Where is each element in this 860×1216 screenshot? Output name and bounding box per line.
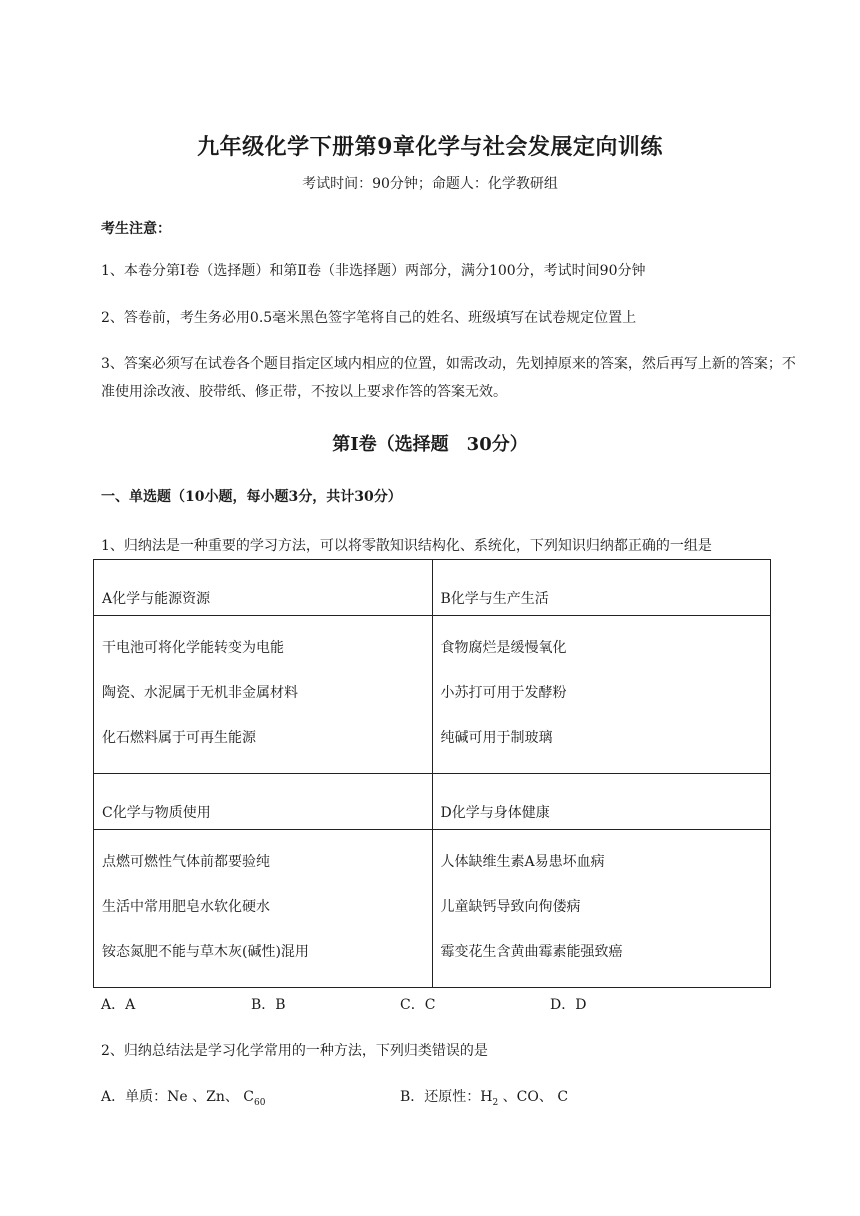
cell-a-heading: A化学与能源资源 — [102, 591, 211, 607]
option-c[interactable]: C．C — [400, 997, 436, 1013]
table-cell-c-head — [94, 774, 433, 830]
exam-subtitle: 考试时间：90分钟；命题人：化学教研组 — [302, 176, 558, 192]
question-2-stem: 2、归纳总结法是学习化学常用的一种方法，下列归类错误的是 — [101, 1043, 488, 1059]
cell-a-item: 陶瓷、水泥属于无机非金属材料 — [102, 685, 298, 701]
table-row — [94, 774, 771, 830]
table-cell-a-body — [94, 616, 433, 774]
cell-b-item: 小苏打可用于发酵粉 — [440, 685, 567, 701]
cell-d-item: 人体缺维生素A易患坏血病 — [440, 854, 605, 870]
table-cell-d-head — [432, 774, 771, 830]
table-cell-b-head — [432, 560, 771, 616]
cell-b-heading: B化学与生产生活 — [440, 591, 549, 607]
cell-c-heading: C化学与物质使用 — [102, 805, 211, 821]
option-b-subscript: 2 — [492, 1097, 499, 1108]
table-row — [94, 830, 771, 988]
cell-a-item: 干电池可将化学能转变为电能 — [102, 640, 284, 656]
option-b[interactable]: B．B — [251, 997, 286, 1013]
table-cell-b-body — [432, 616, 771, 774]
table-cell-c-body — [94, 830, 433, 988]
cell-c-item: 点燃可燃性气体前都要验纯 — [102, 854, 270, 870]
option-a[interactable] — [101, 1086, 265, 1108]
option-b-tail: 、CO、 C — [498, 1089, 569, 1105]
exam-title: 九年级化学下册第9章化学与社会发展定向训练 — [197, 134, 663, 160]
option-b[interactable] — [400, 1086, 568, 1108]
table-cell-a-head — [94, 560, 433, 616]
cell-c-item: 铵态氮肥不能与草木灰(碱性)混用 — [102, 944, 309, 960]
option-a-text: A．单质：Ne 、Zn、 C — [101, 1089, 255, 1105]
notice-item-3: 3、答案必须写在试卷各个题目指定区域内相应的位置，如需改动，先划掉原来的答案，然后再写上新的答案；不准使用涂改液、胶带纸、修正带，不按以上要求作答的答案无效。 — [101, 356, 796, 400]
section-title: 第I卷（选择题 30分） — [332, 434, 528, 455]
option-a[interactable]: A．A — [101, 997, 136, 1013]
cell-d-item: 霉变花生含黄曲霉素能强致癌 — [440, 944, 623, 960]
cell-b-item: 食物腐烂是缓慢氧化 — [440, 640, 567, 656]
table-row — [94, 560, 771, 616]
cell-b-item: 纯碱可用于制玻璃 — [440, 730, 553, 746]
cell-a-item: 化石燃料属于可再生能源 — [102, 730, 256, 746]
table-row — [94, 616, 771, 774]
notice-item-1: 1、本卷分第Ⅰ卷（选择题）和第Ⅱ卷（非选择题）两部分，满分100分，考试时间90分钟 — [101, 263, 646, 279]
question-1-stem: 1、归纳法是一种重要的学习方法，可以将零散知识结构化、系统化，下列知识归纳都正确的一组是 — [101, 538, 712, 554]
cell-d-item: 儿童缺钙导致向佝偻病 — [440, 899, 581, 915]
table-cell-d-body — [432, 830, 771, 988]
part-heading: 一、单选题（10小题，每小题3分，共计30分） — [101, 489, 402, 505]
notice-heading: 考生注意： — [101, 221, 171, 237]
option-a-subscript: 60 — [254, 1097, 266, 1108]
question-1-table — [93, 559, 771, 988]
option-b-text: B．还原性：H — [400, 1089, 493, 1105]
option-d[interactable]: D．D — [550, 997, 587, 1013]
cell-d-heading: D化学与身体健康 — [440, 805, 550, 821]
notice-item-2: 2、答卷前，考生务必用0.5毫米黑色签字笔将自己的姓名、班级填写在试卷规定位置上 — [101, 310, 637, 326]
cell-c-item: 生活中常用肥皂水软化硬水 — [102, 899, 270, 915]
